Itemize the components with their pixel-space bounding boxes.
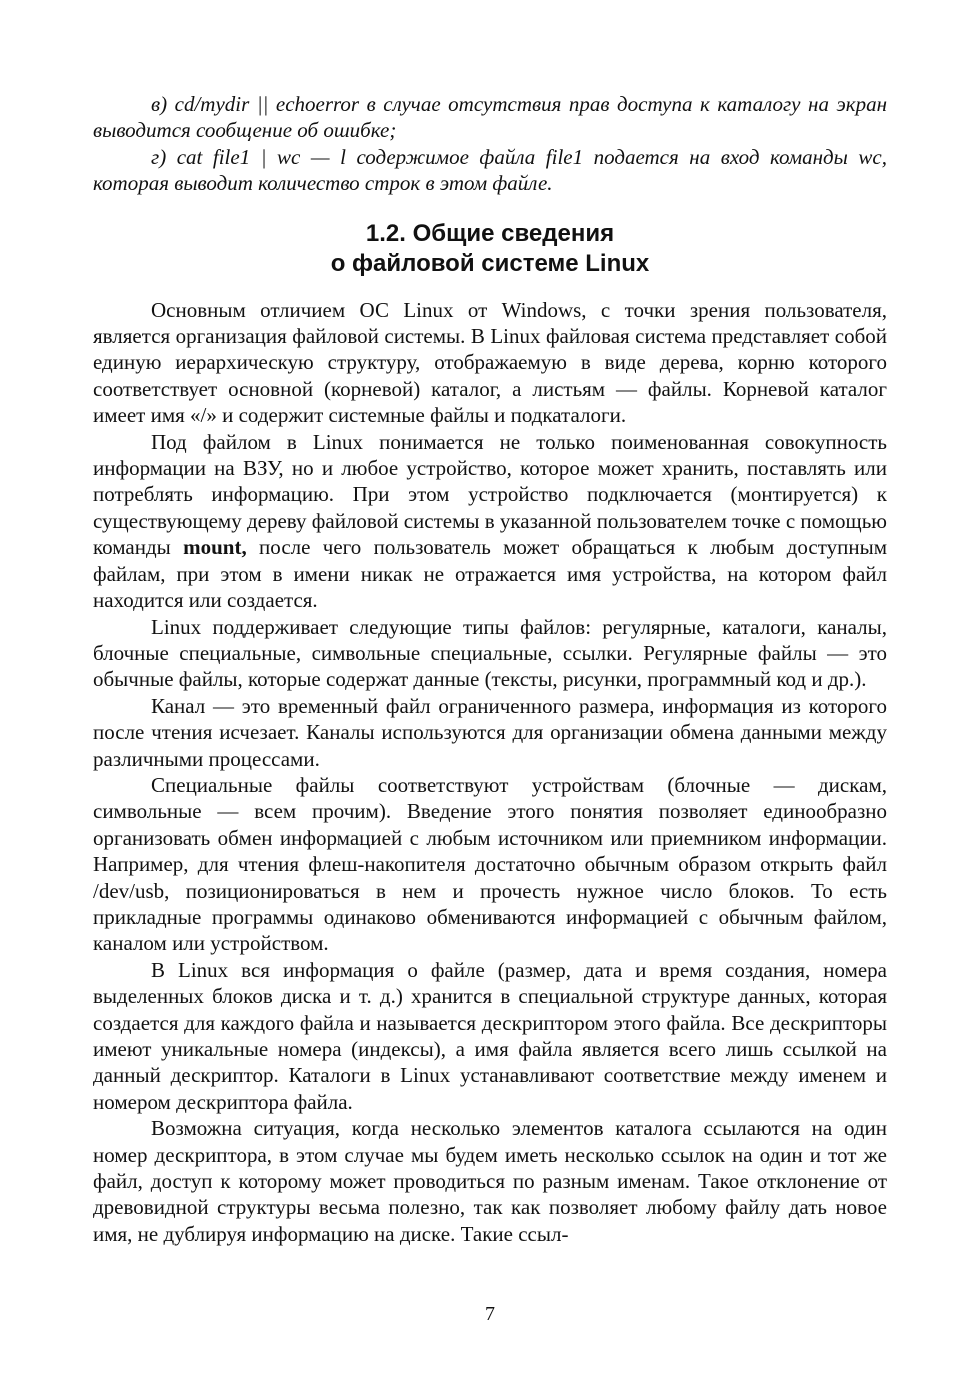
paragraph-2-text-b: после чего пользователь может обращаться к любым доступным файлам, при этом в имени никак не отражается имя устройства, на котором файл находится или создается. <box>93 535 887 613</box>
paragraph-5: Специальные файлы соответствуют устройствам (блочные — дискам, символьные — всем прочим). Введение этого понятия позволяет единообразно организовать обмен информацией с любым источником или приемником информации. Например, для чтения флеш-накопителя достаточно обычным образом открыть файл /dev/usb, позиционироваться в нем и прочесть нужное число блоков. То есть прикладные программы одинаково обмениваются информацией с обычным файлом, каналом или устройством. <box>93 772 887 956</box>
list-item-v: в) cd/mydir || echoerror в случае отсутствия прав доступа к каталогу на экран выводится сообщение об ошибке; <box>93 92 887 143</box>
page-number: 7 <box>485 1303 495 1325</box>
mount-command: mount, <box>183 535 247 560</box>
section-title-line2: о файловой системе Linux <box>330 249 650 277</box>
paragraph-3: Linux поддерживает следующие типы файлов: регулярные, каталоги, каналы, блочные специальные, символьные специальные, ссылки. Регулярные файлы — это обычные файлы, которые содержат данные (тексты, рисунки, программный код и др.). <box>93 614 887 692</box>
paragraph-7: Возможна ситуация, когда несколько элементов каталога ссылаются на один номер дескриптора, в этом случае мы будем иметь несколько ссылок на один и тот же файл, доступ к которому может проводиться по разным именам. Такое отклонение от древовидной структуры весьма полезно, так как позволяет любому файлу дать новое имя, не дублируя информацию на диске. Такие ссыл- <box>93 1116 887 1246</box>
paragraph-4: Канал — это временный файл ограниченного размера, информация из которого после чтения исчезает. Каналы используются для организации обмена данными между различными процессами. <box>93 693 887 771</box>
paragraph-2 <box>93 429 887 614</box>
paragraph-1: Основным отличием ОС Linux от Windows, с точки зрения пользователя, является организация файловой системы. В Linux файловая система представляет собой единую иерархическую структуру, отображаемую в виде дерева, корню которого соответствует основной (корневой) каталог, а листьям — файлы. Корневой каталог имеет имя «/» и содержит системные файлы и подкаталоги. <box>93 297 887 428</box>
list-item-g: г) cat file1 | wc — l содержимое файла file1 подается на вход команды wc, которая выводит количество строк в этом файле. <box>93 144 887 196</box>
section-heading <box>93 219 887 279</box>
paragraph-2-text-a: Под файлом в Linux понимается не только поименованная совокупность информации на ВЗУ, но и любое устройство, которое может хранить, поставлять или потреблять информацию. При этом устройство подключается (монтируется) к существующему дереву файловой системы в указанной пользователем точке с помощью команды <box>93 429 887 560</box>
paragraph-6: В Linux вся информация о файле (размер, дата и время создания, номера выделенных блоков диска и т. д.) хранится в специальной структуре данных, которая создается для каждого файла и называется дескриптором этого файла. Все дескрипторы имеют уникальные номера (индексы), а имя файла является всего лишь ссылкой на данный дескриптор. Каталоги в Linux устанавливают соответствие между именем и номером дескриптора файла. <box>93 957 887 1114</box>
section-title-line1: 1.2. Общие сведения <box>365 219 615 247</box>
document-page <box>93 91 887 1247</box>
